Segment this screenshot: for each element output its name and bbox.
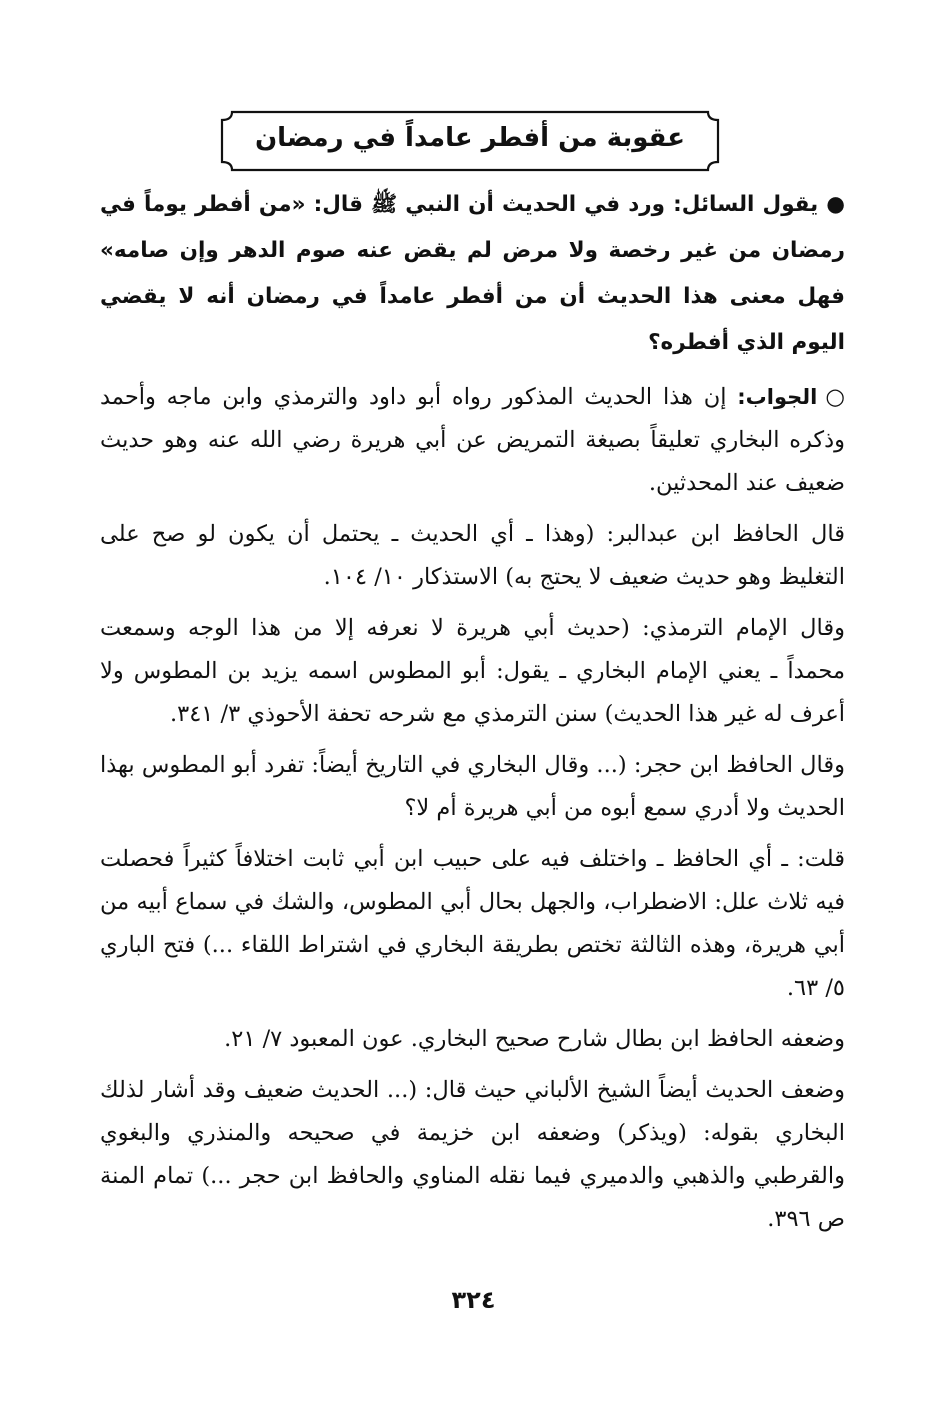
question-paragraph [100, 182, 845, 366]
paragraph-ibn-abdulbarr: قال الحافظ ابن عبدالبر: (وهذا ـ أي الحديث ـ يحتمل أن يكون لو صح على التغليظ وهو حديث ضعيف لا يحتج به) الاستذكار ١٠/ ١٠٤. [100, 521, 845, 590]
answer-paragraph [100, 376, 845, 505]
paragraph-tirmidhi: وقال الإمام الترمذي: (حديث أبي هريرة لا نعرفه إلا من هذا الوجه وسمعت محمداً ـ يعني الإمام البخاري ـ يقول: أبو المطوس اسمه يزيد بن المطوس ولا أعرف له غير هذا الحديث) سنن الترمذي مع شرحه تحفة الأحوذي ٣/ ٣٤١. [100, 615, 845, 727]
page-number: ٣٢٤ [451, 1286, 496, 1314]
answer-text: إن هذا الحديث المذكور رواه أبو داود والترمذي وابن ماجه وأحمد وذكره البخاري تعليقاً بصيغة التمريض عن أبي هريرة رضي الله عنه وهو حديث ضعيف عند المحدثين. [100, 384, 845, 496]
paragraph-ilal: قلت: ـ أي الحافظ ـ واختلف فيه على حبيب ابن أبي ثابت اختلافاً كثيراً فحصلت فيه ثلاث علل: الاضطراب، والجهل بحال أبي المطوس، والشك في سماع أبيه من أبي هريرة، وهذه الثالثة تختص بطريقة البخاري في اشتراط اللقاء ...) فتح الباري ٥/ ٦٣. [100, 846, 845, 1001]
filled-bullet-icon: ● [826, 192, 845, 217]
answer-lead: الجواب: [737, 385, 818, 409]
paragraph-ibn-hajar: وقال الحافظ ابن حجر: (... وقال البخاري في التاريخ أيضاً: تفرد أبو المطوس بهذا الحديث ولا أدري سمع أبوه من أبي هريرة أم لا؟ [100, 752, 845, 821]
question-text: يقول السائل: ورد في الحديث أن النبي ﷺ قال: «من أفطر يوماً في رمضان من غير رخصة ولا مرض لم يقض عنه صوم الدهر وإن صامه» فهل معنى هذا الحديث أن من أفطر عامداً في رمضان أنه لا يقضي اليوم الذي أفطره؟ [100, 192, 845, 355]
title-banner [218, 108, 722, 174]
paragraph-ibn-battal: وضعفه الحافظ ابن بطال شارح صحيح البخاري. عون المعبود ٧/ ٢١. [224, 1026, 845, 1052]
page-title: عقوبة من أفطر عامداً في رمضان [254, 123, 685, 153]
paragraph-albani: وضعف الحديث أيضاً الشيخ الألباني حيث قال: (... الحديث ضعيف وقد أشار لذلك البخاري بقوله: (ويذكر) وضعفه ابن خزيمة في صحيحه والمنذري والبغوي والقرطبي والذهبي والدميري فيما نقله المناوي والحافظ ابن حجر ...) تمام المنة ص ٣٩٦. [100, 1077, 845, 1232]
article-body [100, 182, 845, 1241]
hollow-bullet-icon: ○ [825, 384, 845, 410]
